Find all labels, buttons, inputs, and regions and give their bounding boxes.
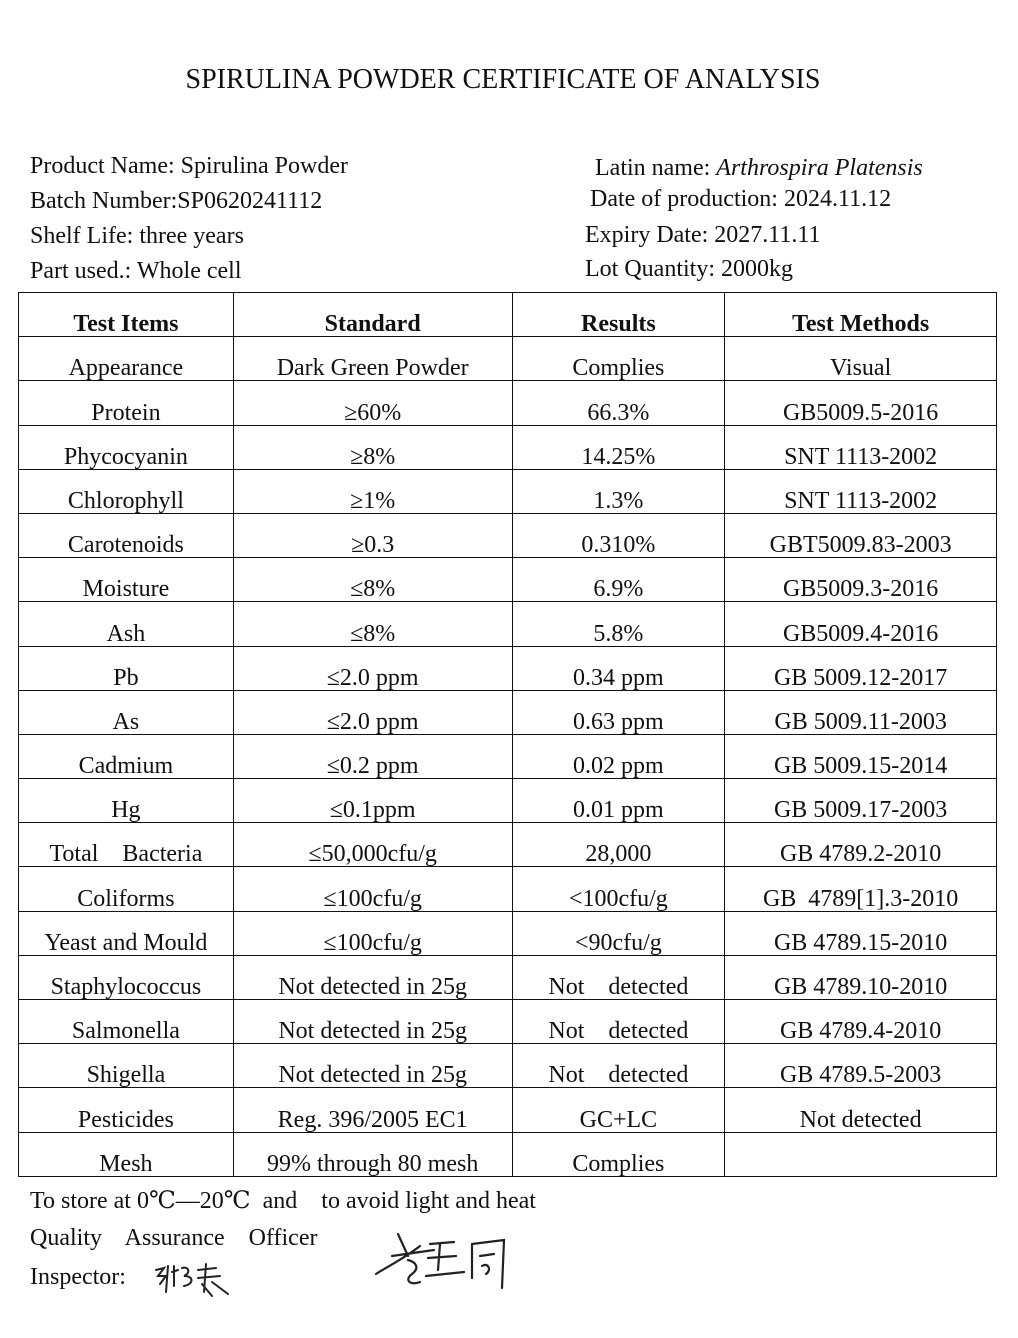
part-used-field	[30, 258, 242, 285]
cell-standard: ≤50,000cfu/g	[233, 823, 512, 867]
cell-test-item: Appearance	[19, 337, 234, 381]
field-label: Product Name:	[30, 153, 181, 179]
table-row	[19, 381, 997, 425]
cell-test-method: GBT5009.83-2003	[725, 513, 997, 557]
cell-result: 14.25%	[512, 425, 725, 469]
cell-test-item: Chlorophyll	[19, 469, 234, 513]
header-results: Results	[512, 293, 725, 337]
cell-result: 66.3%	[512, 381, 725, 425]
cell-test-item: Mesh	[19, 1132, 234, 1176]
field-label: Latin name:	[595, 155, 717, 181]
storage-note: To store at 0℃—20℃ and to avoid light and heat	[30, 1188, 536, 1214]
cell-test-method: GB 4789.5-2003	[725, 1044, 997, 1088]
cell-standard: ≤8%	[233, 558, 512, 602]
cell-test-item: Staphylococcus	[19, 955, 234, 999]
cell-standard: ≥60%	[233, 381, 512, 425]
cell-standard: ≥1%	[233, 469, 512, 513]
field-value: SP0620241112	[177, 188, 323, 214]
cell-result: Not detected	[512, 955, 725, 999]
cell-test-method: GB 4789.4-2010	[725, 1000, 997, 1044]
latin-name-field	[595, 155, 923, 182]
cell-test-item: Pesticides	[19, 1088, 234, 1132]
cell-result: 5.8%	[512, 602, 725, 646]
table-row	[19, 513, 997, 557]
cell-result: <100cfu/g	[512, 867, 725, 911]
cell-result: Not detected	[512, 1044, 725, 1088]
cell-result: 0.310%	[512, 513, 725, 557]
cell-test-item: As	[19, 690, 234, 734]
table-header-row	[19, 293, 997, 337]
field-value: Arthrospira Platensis	[716, 155, 923, 181]
cell-result: 6.9%	[512, 558, 725, 602]
cell-test-method: GB5009.3-2016	[725, 558, 997, 602]
cell-result: <90cfu/g	[512, 911, 725, 955]
table-row	[19, 469, 997, 513]
cell-result: 1.3%	[512, 469, 725, 513]
table-row	[19, 558, 997, 602]
cell-result: Not detected	[512, 1000, 725, 1044]
cell-test-method: GB 5009.15-2014	[725, 734, 997, 778]
cell-test-method: GB 5009.12-2017	[725, 646, 997, 690]
cell-test-method: GB 5009.17-2003	[725, 779, 997, 823]
cell-test-item: Ash	[19, 602, 234, 646]
cell-standard: ≤100cfu/g	[233, 911, 512, 955]
cell-standard: ≥8%	[233, 425, 512, 469]
production-date-field	[590, 186, 891, 213]
shelf-life-field	[30, 223, 244, 250]
cell-test-item: Hg	[19, 779, 234, 823]
cell-result: 28,000	[512, 823, 725, 867]
table-row	[19, 955, 997, 999]
product-name-field	[30, 153, 348, 180]
cell-test-method: GB 4789.10-2010	[725, 955, 997, 999]
header-test-methods: Test Methods	[725, 293, 997, 337]
cell-test-item: Total Bacteria	[19, 823, 234, 867]
field-value: Whole cell	[136, 258, 242, 284]
table-row	[19, 690, 997, 734]
field-value: 2024.11.12	[783, 186, 892, 212]
lot-quantity-field	[585, 256, 793, 283]
field-value: 2000kg	[720, 256, 793, 282]
table-row	[19, 646, 997, 690]
field-label: Expiry Date:	[585, 222, 715, 248]
cell-test-method: GB 4789.2-2010	[725, 823, 997, 867]
table-row	[19, 734, 997, 778]
cell-standard: ≤2.0 ppm	[233, 690, 512, 734]
cell-result: Complies	[512, 1132, 725, 1176]
cell-test-item: Salmonella	[19, 1000, 234, 1044]
cell-test-method: Not detected	[725, 1088, 997, 1132]
cell-result: 0.02 ppm	[512, 734, 725, 778]
field-label: Part used.:	[30, 258, 137, 284]
cell-standard: ≥0.3	[233, 513, 512, 557]
field-label: Batch Number:	[30, 188, 178, 214]
field-value: 2027.11.11	[714, 222, 821, 248]
cell-standard: Not detected in 25g	[233, 955, 512, 999]
table-row	[19, 867, 997, 911]
cell-test-method: SNT 1113-2002	[725, 469, 997, 513]
cell-test-method: GB 4789.15-2010	[725, 911, 997, 955]
cell-result: Complies	[512, 337, 725, 381]
qa-officer-signature	[368, 1226, 528, 1296]
analysis-table	[18, 292, 997, 1177]
cell-test-item: Cadmium	[19, 734, 234, 778]
field-value: three years	[139, 223, 244, 249]
cell-standard: ≤8%	[233, 602, 512, 646]
cell-test-item: Pb	[19, 646, 234, 690]
table-row	[19, 1000, 997, 1044]
expiry-date-field	[585, 222, 821, 249]
document-title: SPIRULINA POWDER CERTIFICATE OF ANALYSIS	[185, 64, 821, 95]
cell-standard: Dark Green Powder	[233, 337, 512, 381]
cell-standard: ≤2.0 ppm	[233, 646, 512, 690]
field-label: Lot Quantity:	[585, 256, 721, 282]
cell-test-method: Visual	[725, 337, 997, 381]
cell-standard: Reg. 396/2005 EC1	[233, 1088, 512, 1132]
cell-standard: 99% through 80 mesh	[233, 1132, 512, 1176]
cell-test-item: Coliforms	[19, 867, 234, 911]
cell-test-method: GB5009.5-2016	[725, 381, 997, 425]
header-test-items: Test Items	[19, 293, 234, 337]
cell-result: 0.34 ppm	[512, 646, 725, 690]
table-row	[19, 779, 997, 823]
table-row	[19, 425, 997, 469]
cell-standard: Not detected in 25g	[233, 1000, 512, 1044]
cell-result: 0.01 ppm	[512, 779, 725, 823]
cell-standard: ≤0.1ppm	[233, 779, 512, 823]
cell-test-method: SNT 1113-2002	[725, 425, 997, 469]
cell-test-method: GB 4789[1].3-2010	[725, 867, 997, 911]
cell-test-item: Shigella	[19, 1044, 234, 1088]
batch-number-field	[30, 188, 322, 215]
field-label: Date of production:	[590, 186, 784, 212]
cell-test-item: Yeast and Mould	[19, 911, 234, 955]
table-row	[19, 337, 997, 381]
cell-test-item: Moisture	[19, 558, 234, 602]
table-row	[19, 911, 997, 955]
cell-standard: Not detected in 25g	[233, 1044, 512, 1088]
table-row	[19, 823, 997, 867]
cell-result: GC+LC	[512, 1088, 725, 1132]
table-row	[19, 1088, 997, 1132]
cell-standard: ≤100cfu/g	[233, 867, 512, 911]
table-row	[19, 1132, 997, 1176]
qa-officer-label: Quality Assurance Officer	[30, 1225, 318, 1251]
inspector-label: Inspector:	[30, 1264, 126, 1290]
table-row	[19, 602, 997, 646]
field-value: Spirulina Powder	[180, 153, 348, 179]
cell-standard: ≤0.2 ppm	[233, 734, 512, 778]
table-row	[19, 1044, 997, 1088]
header-standard: Standard	[233, 293, 512, 337]
cell-test-method: GB 5009.11-2003	[725, 690, 997, 734]
cell-test-item: Protein	[19, 381, 234, 425]
inspector-signature	[150, 1262, 240, 1300]
cell-test-method	[725, 1132, 997, 1176]
cell-test-method: GB5009.4-2016	[725, 602, 997, 646]
cell-test-item: Carotenoids	[19, 513, 234, 557]
field-label: Shelf Life:	[30, 223, 140, 249]
cell-result: 0.63 ppm	[512, 690, 725, 734]
cell-test-item: Phycocyanin	[19, 425, 234, 469]
